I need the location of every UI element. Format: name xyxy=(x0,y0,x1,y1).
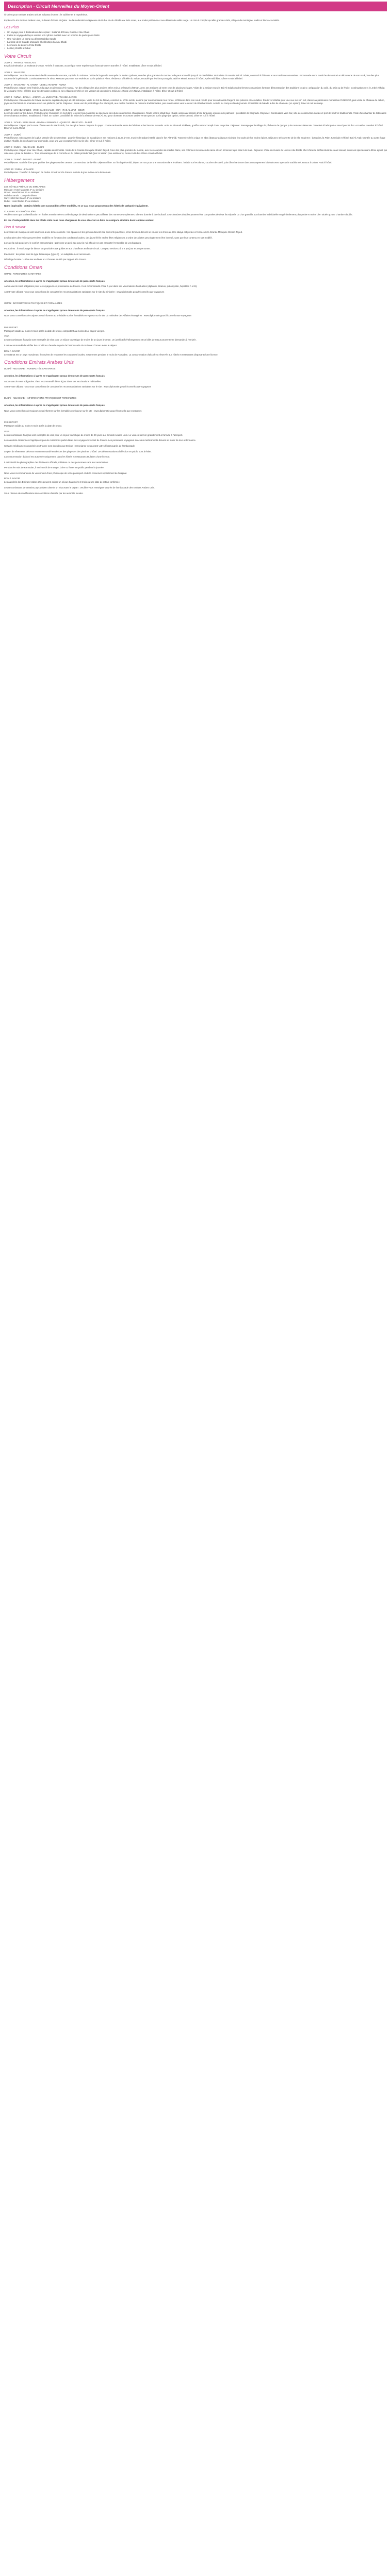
day-block xyxy=(4,109,387,117)
plus-title: Les Plus xyxy=(4,25,19,30)
day-title: JOUR 3 : MASCATE - AL HAMRA - JEBEL AKHDAR - NIZWA xyxy=(4,83,67,87)
hotel-item: Wahiba Sands : Camp du désert xyxy=(4,194,37,197)
list-item: • La visite de la Grande Mosquée Sheikh Zayed à Abu Dhabi xyxy=(4,40,67,43)
oman-visa-text: Les ressortissants français sont exemptés de visa pour un séjour touristique de moins de 14 jours à Oman. Un justificatif d'hébergement et un billet de retour peuvent être demandés à l'arrivée. xyxy=(4,338,197,342)
list-item: • Une nuit dans un camp au désert Wahiba Sands xyxy=(4,37,56,40)
savoir-section xyxy=(4,225,387,261)
oman-info-text: Le sultanat est un pays musulman, il convient de respecter les coutumes locales, notamment pendant le mois de Ramadan. La consommation d'alcool est réservée aux hôtels et restaurants disposant d'une licence. xyxy=(4,353,218,356)
eau-formalites-text: Nous vous conseillons de toujours vous informer sur les formalités en vigueur sur le site : www.diplomatie.gouv.fr/conseils-aux-voyageurs xyxy=(4,409,142,412)
hebergement-section xyxy=(4,178,387,222)
oman-info-title: BON À SAVOIR xyxy=(4,349,21,352)
bullet-icon: • xyxy=(4,34,5,37)
hotel-item: Nizwa : Hotel Nizwa 4* ou similaire xyxy=(4,191,39,194)
page-banner xyxy=(4,2,387,11)
day-text: Petit-déjeuner. Transfert à l'aéroport de Dubaï. Envol vers la France. Arrivée le jour même ou le lendemain. xyxy=(4,171,111,174)
oman-formalites-text: Attention, les informations ci-après ne s'appliquent qu'aux détenteurs de passeports français. xyxy=(4,309,106,312)
hebergement-title: Hébergement xyxy=(4,177,35,183)
day-title: JOUR 1 : FRANCE - MASCATE xyxy=(4,61,37,64)
hotels-caption: LES HÔTELS PRÉVUS OU SIMILAIRES xyxy=(4,185,46,188)
day-text: Lever de soleil sur les dunes. Petit-déjeuner. Excursion en 4x4 dans le désert pour assister au spectacle des dunes aux teintes changeantes. Route vers le Wadi Bani Khalid, oasis aux bassins d'eau turquoise entourés de palmiers : possibilité de baignade. Déjeuner. Continuation vers Sur, ville de construction navale et port de boutres traditionnels. Visite d'un chantier de fabrication de ces bateaux en bois. Installation à l'hôtel. En soirée, possibilité de visite de la réserve de Ras Al Jinz pour observer les tortues vertes venant pondre sur la plage (en option, selon saison). Dîner et nuit à l'hôtel. xyxy=(4,111,387,117)
list-item: • Un voyage pour 3 destinations d'exception : Sultanat d'Oman, Dubaï et Abu Dhabi xyxy=(4,31,90,34)
intro-paragraph: Explorez le trio Emirats Arabes Unis, Sultanat d'Oman et Qatar : de la modernité vertigineuse de Dubaï et Abu Dhabi aux forts ocres, aux souks parfumés et aux déserts de sable rouge. Un circuit complet qui allie grandes cités, villages de montagne, wadis et bivouacs étoilés. xyxy=(4,19,280,22)
oman-sanitaires-caption: OMAN : FORMALITÉS SANITAIRES xyxy=(4,272,41,275)
day-title: JOUR 9 : DUBAÏ - DESERT - DUBAÏ xyxy=(4,158,41,161)
bullet-icon: • xyxy=(4,47,5,50)
day-block xyxy=(4,158,387,164)
day-text: Petit-déjeuner. Départ vers l'intérieur du pays en direction d'Al Hamra, l'un des villages les plus anciens et les mieux préservés d'Oman, avec ses maisons de terre crue de plusieurs étages. Visite de la maison-musée Bait Al Safah où des femmes omanaises font une démonstration des traditions locales : préparation du café, du pain ou de l'huile. Continuation vers le Jebel Akhdar, la Montagne Verte, célèbre pour ses terrasses cultivées, ses villages perchés et ses vergers de grenadiers. Déjeuner. Route vers Nizwa, installation à l'hôtel. Dîner et nuit à l'hôtel. xyxy=(4,87,385,92)
page xyxy=(0,2,391,502)
day-block xyxy=(4,133,387,142)
eau-info-text: Sous réserve de modifications des conditions d'entrée par les autorités locales. xyxy=(4,492,84,495)
eau-visa-title: VISA xyxy=(4,430,10,433)
conditions-eau-section xyxy=(4,360,387,495)
savoir-paragraph: Lors de la nuit au désert, le confort est sommaire ; prévoyez un petit sac pour la nuit afin de ne pas emporter l'ensemble de vos bagages. xyxy=(4,242,142,245)
eau-visa-text: Le port de vêtements décents est recommandé en dehors des plages et des piscines d'hôtel. Les démonstrations d'affection en public sont à éviter. xyxy=(4,450,152,453)
day-text: Petit-déjeuner. Découverte de la plus grande ville des Emirats : quartier historique de Bastakiya et ses maisons à tours à vent, musée de Dubaï installé dans le fort Al Fahidi. Traversée de la crique en abra (bateau-taxi) pour rejoindre les souks de l'or et des épices. Déjeuner. Découverte de la ville moderne : la Marina, la Palm Jumeirah et l'hôtel Burj Al Arab. Montée au 124e étage du Burj Khalifa, la plus haute tour du monde, pour une vue exceptionnelle sur la ville. Dîner et nuit à l'hôtel. xyxy=(4,136,385,142)
conditions-eau-title: Conditions Emirats Arabes Unis xyxy=(4,360,74,366)
eau-visa-text: Pendant le mois de Ramadan, il est interdit de manger, boire ou fumer en public pendant la journée. xyxy=(4,466,105,469)
eau-formalites-caption: DUBAÏ - ABU DHABI : INFORMATIONS PRATIQUES ET FORMALITÉS xyxy=(4,396,77,399)
oman-visa-text: Il est recommandé de vérifier les conditions d'entrée auprès de l'ambassade du Sultanat d'Oman avant le départ. xyxy=(4,344,118,347)
list-item: • Faites le voyage de façon sereine et à rythme modéré avec un nombre de participants limité xyxy=(4,34,100,37)
eau-formalites-text: Attention, les informations ci-après ne s'appliquent qu'aux détenteurs de passeports français. xyxy=(4,403,106,406)
eau-visa-text: Il est interdit de photographier des bâtiments officiels, militaires ou des personnes sans leur autorisation. xyxy=(4,461,109,464)
eau-visa-text: Nous vous recommandons de vous munir d'une photocopie de votre passeport et de la conserver séparément de l'original. xyxy=(4,471,127,474)
day-text: Petit-déjeuner. Départ pour Abu Dhabi, capitale des Emirats. Visite de la Grande Mosquée Sheikh Zayed, l'une des plus grandes du monde, avec ses coupoles de marbre blanc, ses colonnes incrustées de nacre et son immense tapis tissé à la main. Déjeuner. Visite du musée du Louvre Abu Dhabi, chef-d'œuvre architectural de Jean Nouvel, sous son spectaculaire dôme ajouré qui crée une « pluie de lumière ». Tour panoramique de la corniche et du palais présidentiel Qasr Al Watan (vue extérieure). Retour à Dubaï. Dîner et nuit à l'hôtel. xyxy=(4,149,387,155)
eau-passeport-title: PASSEPORT xyxy=(4,421,18,424)
day-block xyxy=(4,71,387,80)
eau-sanitaires-caption: DUBAÏ - ABU DHABI : FORMALITÉS SANITAIRES xyxy=(4,367,56,370)
hotels-note: Noms impératifs : certains hôtels sont susceptibles d'être modifiés, en ce cas, nous proposerons des hôtels de catégorie équivalente. xyxy=(4,205,149,208)
day-title: JOUR 10 : DUBAÏ - FRANCE xyxy=(4,167,34,171)
day-text: Petit-déjeuner. Découverte de Nizwa, ancienne capitale du pays et cité historique. Visite du fort de Nizwa, construit au XVIIe siècle, dominé par son imposante tour ronde, et flânerie dans son souk réputé pour son artisanat d'argent, ses poteries et ses dattes. Route vers Bahla pour une vue sur son fort, classé au patrimoine mondial de l'UNESCO, puis visite du château de Jabrin, joyau de l'architecture omanaise avec ses plafonds peints. Déjeuner. Route vers le petit village d'Al Mudayrib, aux ruelles bordées de maisons traditionnelles, puis continuation vers le désert de Wahiba Sands. Arrivée au camp en fin de journée. Possibilité de balade à dos de chameau (en option). Dîner et nuit au camp. xyxy=(4,99,385,105)
day-block xyxy=(4,121,387,130)
savoir-title: Bon à savoir xyxy=(4,225,26,230)
hotel-list xyxy=(4,189,387,203)
eau-passeport-text: Passeport valide au moins 6 mois après la date de retour. xyxy=(4,425,62,428)
day-block xyxy=(4,146,387,155)
savoir-paragraph: Décalage horaire : +3 heures en hiver et +2 heures en été par rapport à la France. xyxy=(4,258,87,261)
hotel-item: Mascate : Hotel Mascate 4* ou similaire xyxy=(4,188,44,191)
list-item: • Le musée du Louvre d'Abu Dhabi xyxy=(4,44,41,46)
oman-passeport-text: Passeport valide au moins 6 mois après la date de retour, comportant au moins deux pages vierges. xyxy=(4,329,105,332)
plus-list xyxy=(4,31,387,50)
day-text: Envol à destination du Sultanat d'Oman. Arrivée à Mascate, accueil par notre représentant francophone et transfert à l'hôtel. Installation, dîner et nuit à l'hôtel. xyxy=(4,64,162,67)
circuit-section xyxy=(4,54,387,174)
day-block xyxy=(4,168,387,174)
day-text: Petit-déjeuner. Matinée libre pour profiter des plages ou des centres commerciaux de la ville. Déjeuner libre. En fin d'après-midi, départ en 4x4 pour une excursion dans le désert : balade sur les dunes, coucher de soleil, puis dîner barbecue dans un campement bédouin avec spectacle traditionnel. Retour à Dubaï. Nuit à l'hôtel. xyxy=(4,161,332,164)
eau-info-text: Les ressortissants de certains pays doivent obtenir un visa avant le départ : veuillez vous renseigner auprès de l'ambassade des Emirats Arabes Unis. xyxy=(4,486,155,489)
eau-visa-text: Certains médicaments autorisés en France sont interdits aux Emirats ; renseignez-vous avant votre départ auprès de l'ambassade. xyxy=(4,444,136,447)
intro-paragraph: Ô Orient pour Emirats arabes unis et Sultanat d'Oman : le sublime et le mystérieux. xyxy=(4,13,88,16)
day-block xyxy=(4,61,387,67)
oman-sanitaires-text: Aucun vaccin n'est obligatoire pour les voyageurs en provenance de France. Il est recommandé d'être à jour dans ses vaccinations habituelles (diphtérie, tétanos, poliomyélite, hépatites A et B). xyxy=(4,285,198,288)
eau-visa-text: Les ressortissants français sont exemptés de visa pour un séjour touristique de moins de 90 jours aux Emirats Arabes Unis. Le visa est délivré gratuitement à l'arrivée à l'aéroport. xyxy=(4,433,183,436)
eau-sanitaires-text: Avant votre départ, nous vous conseillons de consulter les recommandations sanitaires sur le site : www.diplomatie.gouv.fr/conseils-aux-voyageurs xyxy=(4,385,152,388)
classification-caption: CLASSIFICATION HÔTELIÈRE xyxy=(4,210,36,213)
oman-passeport-title: PASSEPORT xyxy=(4,326,18,329)
day-title: JOUR 6 : SOUR - WADI SHAB - BIMMAH SINKHOLE - QURIYAT - MASCATE - DUBAÏ xyxy=(4,121,92,124)
eau-visa-text: La consommation d'alcool est autorisée uniquement dans les hôtels et restaurants titulaires d'une licence. xyxy=(4,455,110,459)
oman-formalites-text: Nous vous conseillons de toujours vous informer au préalable sur les formalités en vigueur sur le site du ministère des Affaires étrangères : www.diplomatie.gouv.fr/conseils-aux-voyageurs xyxy=(4,314,192,317)
day-block xyxy=(4,96,387,105)
bullet-icon: • xyxy=(4,31,5,34)
hotel-item: Dubaï : Hotel Dubaï 4* ou similaire xyxy=(4,199,39,202)
hotel-item: Sur : Hotel Sur Beach 4* ou similaire xyxy=(4,197,41,200)
availability-note: En cas d'indisponibilité dans les hôtels cités nous nous chargerons de vous réserver un hôtel de catégorie similaire dans le même secteur. xyxy=(4,218,154,222)
savoir-paragraph: Les visites de mosquées sont soumises à une tenue correcte : les épaules et les genoux doivent être couverts pour tous, et les femmes doivent se couvrir les cheveux. Une abaya est prêtée à l'entrée de la Grande Mosquée Sheikh Zayed. xyxy=(4,231,243,234)
classification-text: Veuillez noter que la classification en étoiles mentionnée est celle du pays de destination et peut différer des normes européennes. Elle est donnée à titre indicatif. Les chambres doubles peuvent être composées de deux lits séparés ou d'un grand lit. La chambre individuelle est généralement plus petite et moins bien située qu'une chambre double. xyxy=(4,213,353,216)
page-title: Description - Circuit Merveilles du Moyen-Orient xyxy=(8,4,109,9)
list-item: • Le Burj Khalifa à Dubaï xyxy=(4,47,31,50)
day-title: JOUR 4 : NIZWA - BAHLA - JABRIN - AL MUDAYRIB - WAHIBA SANDS xyxy=(4,96,77,99)
savoir-paragraph: Électricité : les prises sont de type britannique (type G) ; un adaptateur est nécessaire. xyxy=(4,252,91,256)
day-title: JOUR 8 : DUBAÏ - ABU DHABI - DUBAÏ xyxy=(4,146,44,149)
plus-section xyxy=(4,25,387,50)
eau-visa-text: Les autorités émiriennes n'appliquent pas de restrictions particulières aux voyageurs venant de France. Les personnes voyageant avec des médicaments doivent se munir de leur ordonnance. xyxy=(4,439,197,442)
bullet-icon: • xyxy=(4,40,5,43)
conditions-oman-title: Conditions Oman xyxy=(4,264,43,270)
oman-visa-title: VISA xyxy=(4,335,10,338)
bullet-icon: • xyxy=(4,37,5,40)
oman-formalites-caption: OMAN : INFORMATIONS PRATIQUES ET FORMALITÉS xyxy=(4,301,62,304)
circuit-title: Votre Circuit xyxy=(4,54,31,60)
oman-sanitaires-text: Attention, les informations ci-après ne s'appliquent qu'aux détenteurs de passeports français. xyxy=(4,279,106,282)
eau-sanitaires-text: Aucun vaccin n'est obligatoire. Il est recommandé d'être à jour dans ses vaccinations habituelles. xyxy=(4,380,102,383)
intro-section xyxy=(4,13,387,22)
savoir-paragraph: Pourboires : il est d'usage de laisser un pourboire aux guides et aux chauffeurs en fin de circuit. Comptez environ 3 à 5 € par jour et par personne. xyxy=(4,247,151,250)
day-title: JOUR 7 : DUBAÏ xyxy=(4,133,21,136)
day-block xyxy=(4,83,387,92)
day-title: JOUR 2 : MASCATE xyxy=(4,71,25,74)
day-text: Petit-déjeuner. Journée consacrée à la découverte de Mascate, capitale du Sultanat. Visite de la grande mosquée du Sultan Qaboos, une des plus grandes du monde : elle peut accueillir jusqu'à 20 000 fidèles. Puis visite du musée Bait Al Zubair, consacré à l'histoire et aux traditions omanaises. Promenade sur la corniche de Muttrah et découverte de son souk, l'un des plus anciens de la péninsule. Continuation vers le Vieux Mascate pour une vue extérieure sur le palais Al Alam, résidence officielle du Sultan, encadré par les forts portugais Jalali et Mirani. Retour à l'hôtel. Après-midi libre. Dîner et nuit à l'hôtel. xyxy=(4,74,379,80)
day-text: Petit-déjeuner. Départ par la route côtière vers le Wadi Shab, l'un des plus beaux canyons du pays : courte randonnée entre les falaises et les bassins naturels. Arrêt au Bimmah Sinkhole, gouffre naturel rempli d'eau turquoise. Déjeuner. Passage par le village de pêcheurs de Quriyat puis route vers Mascate. Transfert à l'aéroport et envol pour Dubaï. Accueil et transfert à l'hôtel. Dîner et nuit à l'hôtel. xyxy=(4,124,383,130)
oman-sanitaires-text: Avant votre départ, nous vous conseillons de consulter les recommandations sanitaires sur le site du ministère : www.diplomatie.gouv.fr/conseils-aux-voyageurs xyxy=(4,291,165,293)
eau-sanitaires-text: Attention, les informations ci-après ne s'appliquent qu'aux détenteurs de passeports français. xyxy=(4,375,106,378)
conditions-oman-section xyxy=(4,265,387,356)
bullet-icon: • xyxy=(4,44,5,46)
savoir-paragraph: Les horaires des visites peuvent être modifiés en fonction des conditions locales, des jours fériés et des fêtes religieuses. L'ordre des visites peut également être inversé, sans que leur contenu en soit modifié. xyxy=(4,236,213,239)
eau-info-text: Les autorités des Emirats Arabes Unis peuvent exiger un séjour d'au moins 3 mois ou une date de retour confirmée. xyxy=(4,481,121,484)
day-title: JOUR 5 : WAHIBA SANDS - WADI BANI KHALID - SUR - RAS AL JINZ - SOUR xyxy=(4,108,85,111)
eau-info-title: BON À SAVOIR xyxy=(4,477,21,480)
